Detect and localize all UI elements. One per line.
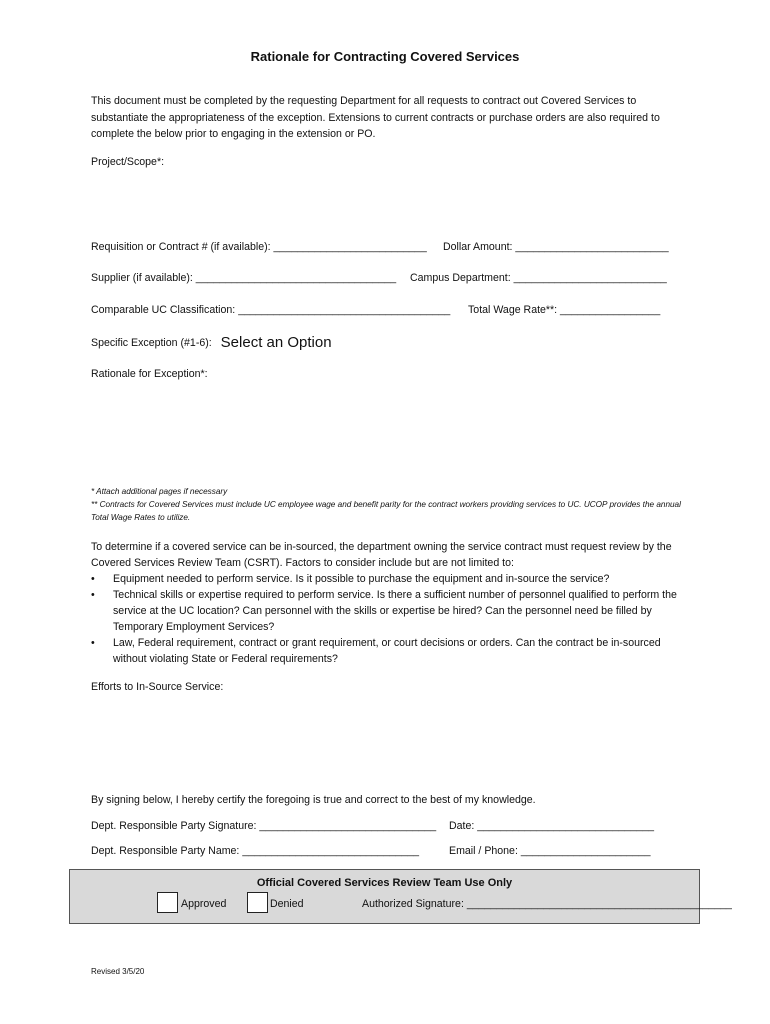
specific-exception-label: Specific Exception (#1-6): <box>91 337 212 349</box>
dollar-amount-field[interactable]: Dollar Amount: __________________________ <box>443 241 669 253</box>
document-title: Rationale for Contracting Covered Services <box>250 49 520 64</box>
comparable-uc-field[interactable]: Comparable UC Classification: ____________________________________ <box>91 304 451 316</box>
factors-list <box>91 571 691 667</box>
email-phone-field[interactable]: Email / Phone: ______________________ <box>449 845 651 857</box>
revision-date: Revised 3/5/20 <box>91 967 145 976</box>
specific-exception-select[interactable]: Select an Option <box>220 334 332 351</box>
authorized-signature-field[interactable]: Authorized Signature: _____________________________________________ <box>362 898 732 910</box>
insource-intro: To determine if a covered service can be in-sourced, the department owning the service contract must request review by the Covered Services Review Team (CSRT). Factors to consider include but are not limited to: <box>91 541 672 569</box>
factor-technical-skills: • Technical skills or expertise required to perform service. Is there a sufficient number of personnel qualified to perform the service at the UC location? Can personnel with the skills or expertise be hired? Can the personnel need be filled by Temporary Employment Services? <box>91 587 691 635</box>
rationale-label: Rationale for Exception*: <box>91 368 208 380</box>
factor-equipment: • Equipment needed to perform service. Is it possible to purchase the equipment and in-source the service? <box>91 571 691 587</box>
date-field[interactable]: Date: ______________________________ <box>449 820 655 832</box>
campus-department-field[interactable]: Campus Department: __________________________ <box>410 272 667 284</box>
specific-exception-row <box>91 333 332 350</box>
certify-statement: By signing below, I hereby certify the foregoing is true and correct to the best of my knowledge. <box>91 794 536 806</box>
supplier-field[interactable]: Supplier (if available): __________________________________ <box>91 272 397 284</box>
footnote-wage-parity: ** Contracts for Covered Services must include UC employee wage and benefit parity for the contract workers providing services to UC. UCOP provides the annual Total Wage Rates to utilize. <box>91 500 681 522</box>
denied-label: Denied <box>270 898 304 910</box>
denied-checkbox[interactable] <box>247 892 268 913</box>
requisition-field[interactable]: Requisition or Contract # (if available): __________________________ <box>91 241 427 253</box>
footnotes <box>91 485 691 524</box>
total-wage-field[interactable]: Total Wage Rate**: _________________ <box>468 304 661 316</box>
review-team-box <box>69 869 732 924</box>
name-field[interactable]: Dept. Responsible Party Name: ______________________________ <box>91 845 420 857</box>
approved-label: Approved <box>181 898 227 910</box>
intro-paragraph: This document must be completed by the requesting Department for all requests to contract out Covered Services to substantiate the appropriateness of the exception. Extensions to current contracts or purchase orders are also required to complete the below prior to engaging in the extension or PO. <box>91 95 660 140</box>
review-title: Official Covered Services Review Team Use Only <box>256 877 513 889</box>
project-scope-label: Project/Scope*: <box>91 156 165 168</box>
efforts-label: Efforts to In-Source Service: <box>91 681 224 693</box>
signature-field[interactable]: Dept. Responsible Party Signature: ______________________________ <box>91 820 437 832</box>
footnote-attach: * Attach additional pages if necessary <box>91 487 228 496</box>
factor-law-requirements: • Law, Federal requirement, contract or grant requirement, or court decisions or orders. Can the contract be in-sourced without violating State or Federal requirements? <box>91 635 691 667</box>
approved-checkbox[interactable] <box>157 892 178 913</box>
